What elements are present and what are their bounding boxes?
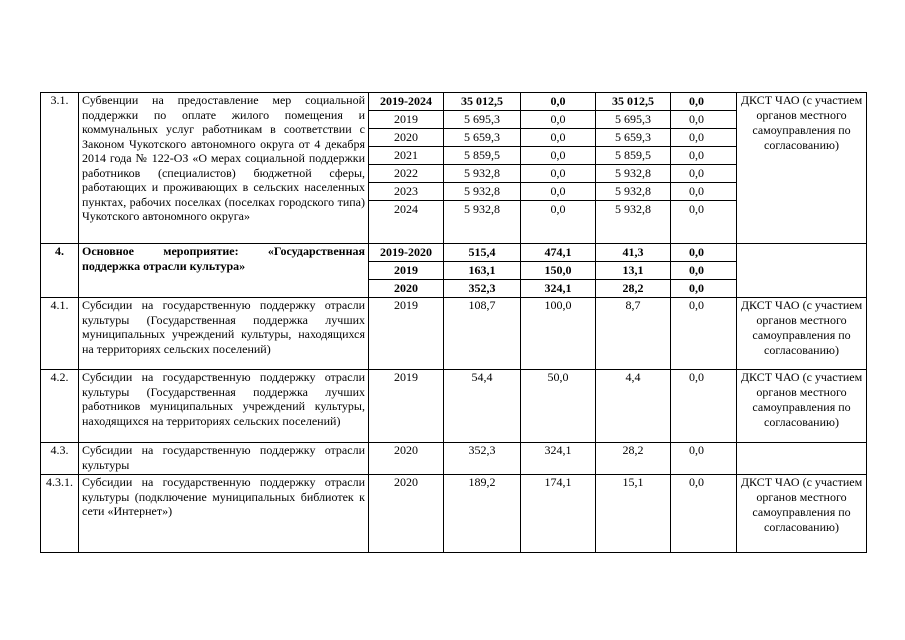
federal-value: 50,0 bbox=[521, 370, 596, 443]
other-value: 0,0 bbox=[671, 110, 736, 128]
federal-value: 0,0 bbox=[521, 128, 595, 146]
federal-value: 474,1 bbox=[544, 245, 572, 259]
regional-value: 15,1 bbox=[596, 475, 671, 553]
federal-value: 0,0 bbox=[521, 200, 595, 218]
year-label: 2020 bbox=[369, 128, 443, 146]
regional-value: 5 659,3 bbox=[596, 128, 670, 146]
year-label: 2021 bbox=[369, 146, 443, 164]
total-value: 189,2 bbox=[444, 475, 521, 553]
total-cell bbox=[444, 244, 521, 298]
regional-value: 4,4 bbox=[596, 370, 671, 443]
measure-description: Субсидии на государственную поддержку отрасли культуры (Государственная поддержка лучших муниципальных учреждений культуры, находящихся на территориях сельских поселений) bbox=[79, 298, 369, 370]
regional-value: 13,1 bbox=[596, 261, 670, 279]
other-value: 0,0 bbox=[671, 443, 737, 475]
responsible-executor: ДКСТ ЧАО (с участием органов местного самоуправления по согласованию) bbox=[737, 370, 867, 443]
total-value: 35 012,5 bbox=[461, 94, 503, 108]
federal-value: 150,0 bbox=[521, 261, 595, 279]
total-value: 108,7 bbox=[444, 298, 521, 370]
table-row bbox=[41, 475, 867, 553]
total-value: 5 695,3 bbox=[444, 110, 520, 128]
regional-value: 5 932,8 bbox=[596, 164, 670, 182]
other-value: 0,0 bbox=[671, 475, 737, 553]
total-value: 5 659,3 bbox=[444, 128, 520, 146]
total-value: 54,4 bbox=[444, 370, 521, 443]
row-number: 3.1. bbox=[41, 93, 79, 244]
other-value: 0,0 bbox=[689, 94, 704, 108]
federal-value: 0,0 bbox=[521, 164, 595, 182]
regional-cell bbox=[596, 93, 671, 244]
responsible-executor: ДКСТ ЧАО (с участием органов местного самоуправления по согласованию) bbox=[737, 93, 867, 244]
table-row bbox=[41, 244, 867, 298]
total-value: 5 932,8 bbox=[444, 182, 520, 200]
federal-cell bbox=[521, 244, 596, 298]
other-value: 0,0 bbox=[671, 164, 736, 182]
year-label: 2019 bbox=[369, 261, 443, 279]
total-value: 5 932,8 bbox=[444, 164, 520, 182]
responsible-executor bbox=[737, 244, 867, 298]
year-label: 2019-2020 bbox=[380, 245, 432, 259]
responsible-executor: ДКСТ ЧАО (с участием органов местного самоуправления по согласованию) bbox=[737, 475, 867, 553]
other-value: 0,0 bbox=[689, 245, 704, 259]
total-value: 5 932,8 bbox=[444, 200, 520, 218]
table-row bbox=[41, 93, 867, 244]
row-number: 4.3.1. bbox=[41, 475, 79, 553]
federal-value: 0,0 bbox=[550, 94, 566, 108]
program-measures-table bbox=[40, 92, 867, 553]
other-value: 0,0 bbox=[671, 370, 737, 443]
federal-value: 324,1 bbox=[521, 279, 595, 297]
other-value: 0,0 bbox=[671, 200, 736, 218]
table-row bbox=[41, 443, 867, 475]
year-label: 2024 bbox=[369, 200, 443, 218]
measure-description: Субсидии на государственную поддержку отрасли культуры (Государственная поддержка лучших работников муниципальных учреждений культуры, находящихся на территориях сельских поселений) bbox=[79, 370, 369, 443]
years-cell bbox=[369, 244, 444, 298]
total-cell bbox=[444, 93, 521, 244]
regional-cell bbox=[596, 244, 671, 298]
responsible-executor bbox=[737, 443, 867, 475]
total-value: 163,1 bbox=[444, 261, 520, 279]
regional-value: 5 695,3 bbox=[596, 110, 670, 128]
federal-value: 0,0 bbox=[521, 182, 595, 200]
regional-value: 41,3 bbox=[622, 245, 644, 259]
total-value: 515,4 bbox=[468, 245, 496, 259]
responsible-executor: ДКСТ ЧАО (с участием органов местного самоуправления по согласованию) bbox=[737, 298, 867, 370]
year-label: 2019 bbox=[369, 298, 444, 370]
other-value: 0,0 bbox=[671, 279, 736, 297]
regional-value: 8,7 bbox=[596, 298, 671, 370]
other-value: 0,0 bbox=[671, 261, 736, 279]
other-cell bbox=[671, 244, 737, 298]
measure-description: Субсидии на государственную поддержку отрасли культуры bbox=[79, 443, 369, 475]
federal-value: 100,0 bbox=[521, 298, 596, 370]
table-row bbox=[41, 298, 867, 370]
federal-cell bbox=[521, 93, 596, 244]
year-label: 2023 bbox=[369, 182, 443, 200]
row-number: 4.3. bbox=[41, 443, 79, 475]
other-cell bbox=[671, 93, 737, 244]
year-label: 2019 bbox=[369, 370, 444, 443]
regional-value: 28,2 bbox=[596, 443, 671, 475]
federal-value: 324,1 bbox=[521, 443, 596, 475]
measure-description: Субсидии на государственную поддержку отрасли культуры (подключение муниципальных библиотек к сети «Интернет») bbox=[79, 475, 369, 553]
year-label: 2022 bbox=[369, 164, 443, 182]
total-value: 352,3 bbox=[444, 279, 520, 297]
row-number: 4. bbox=[41, 244, 79, 298]
regional-value: 35 012,5 bbox=[612, 94, 654, 108]
federal-value: 0,0 bbox=[521, 110, 595, 128]
year-label: 2020 bbox=[369, 475, 444, 553]
table-row bbox=[41, 370, 867, 443]
row-number: 4.1. bbox=[41, 298, 79, 370]
year-label: 2020 bbox=[369, 279, 443, 297]
year-label: 2020 bbox=[369, 443, 444, 475]
regional-value: 5 932,8 bbox=[596, 182, 670, 200]
regional-value: 5 932,8 bbox=[596, 200, 670, 218]
federal-value: 0,0 bbox=[521, 146, 595, 164]
regional-value: 28,2 bbox=[596, 279, 670, 297]
federal-value: 174,1 bbox=[521, 475, 596, 553]
other-value: 0,0 bbox=[671, 298, 737, 370]
measure-description: Основное мероприятие: «Государственная поддержка отрасли культура» bbox=[79, 244, 369, 298]
measure-description: Субвенции на предоставление мер социальной поддержки по оплате жилого помещения и коммунальных услуг работникам в соответствии с Законом Чукотского автономного округа от 4 декабря 2014 года № 122-ОЗ «О мерах социальной поддержки работников (специалистов) бюджетной сферы, работающих и проживающих в сельских населенных пунктах, рабочих поселках (поселках городского типа) Чукотского автономного округа» bbox=[79, 93, 369, 244]
program-table-sheet bbox=[40, 92, 867, 553]
years-cell bbox=[369, 93, 444, 244]
total-value: 5 859,5 bbox=[444, 146, 520, 164]
other-value: 0,0 bbox=[671, 128, 736, 146]
regional-value: 5 859,5 bbox=[596, 146, 670, 164]
other-value: 0,0 bbox=[671, 146, 736, 164]
other-value: 0,0 bbox=[671, 182, 736, 200]
year-label: 2019-2024 bbox=[380, 94, 432, 108]
total-value: 352,3 bbox=[444, 443, 521, 475]
year-label: 2019 bbox=[369, 110, 443, 128]
row-number: 4.2. bbox=[41, 370, 79, 443]
